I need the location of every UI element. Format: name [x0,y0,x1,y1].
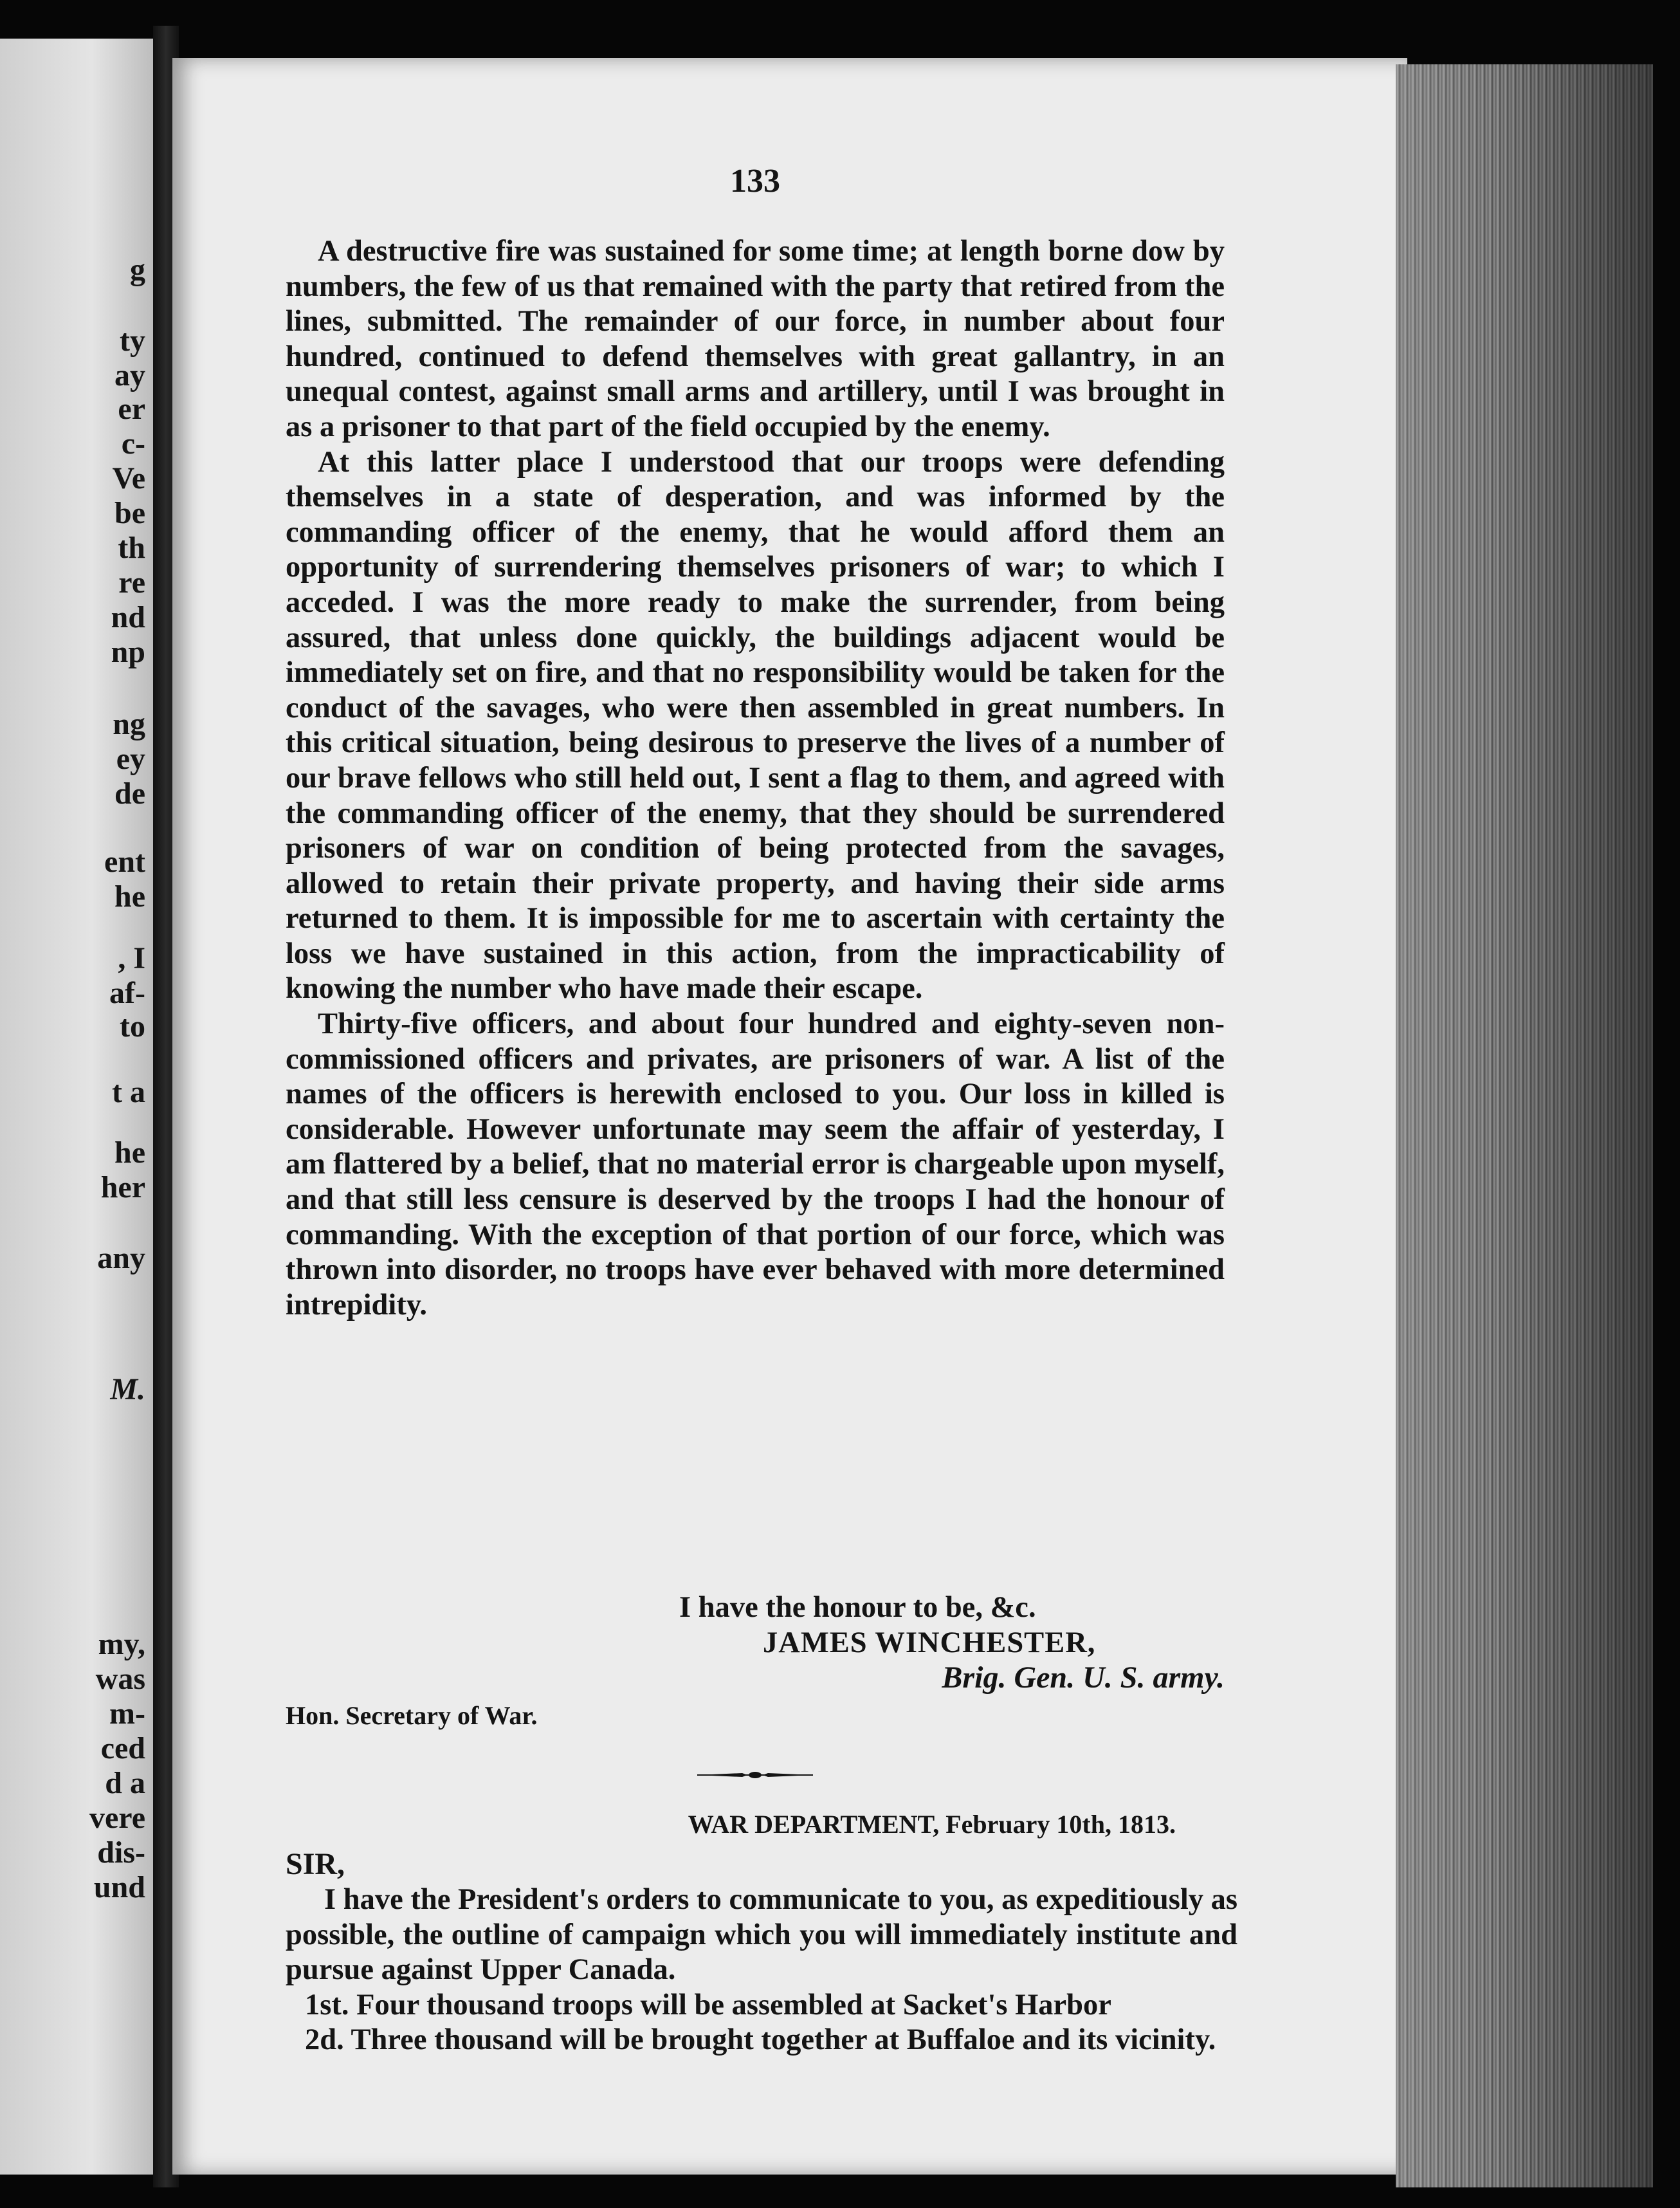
fragment-line: be [114,496,145,530]
fragment-line: und [93,1870,145,1904]
fragment-line: af- [109,976,145,1010]
signature-name: JAMES WINCHESTER, [763,1626,1096,1659]
signature-rank: Brig. Gen. U. S. army. [942,1661,1225,1695]
fragment-line: np [111,635,145,669]
letter-paragraph: I have the President's orders to communicate to you, as expeditiously as possible, the outline of campaign which you will immediately institute and pursue against Upper Canada. [286,1883,1237,1987]
letter-paragraph: 1st. Four thousand troops will be assembled at Sacket's Harbor [305,1988,1111,2021]
fragment-line: he [114,1136,145,1170]
fragment-line: d a [105,1766,145,1800]
fragment-line: to [120,1009,145,1044]
fragment-line: re [118,566,145,600]
ornamental-divider [697,1771,813,1780]
signature-block [286,1590,1225,1733]
fragment-line: ey [116,742,145,776]
fragment-line: m- [109,1697,145,1731]
signature-addressee: Hon. Secretary of War. [286,1700,538,1730]
fragment-line: ced [100,1731,145,1765]
letter-body [286,1882,1237,2058]
fragment-line: M. [110,1372,145,1406]
fragment-line: was [95,1662,145,1696]
paragraph: Thirty-five officers, and about four hundred and eighty-seven non-commissioned officers and privates, are prisoners of war. A list of the names of the officers is herewith enclosed to you. Our loss in killed is considerable. However unfortunate may seem the affair of yesterday, I am flattered by a belief, that no material error is chargeable upon myself, and that still less censure is deserved by the troops I had the honour of commanding. With the exception of that portion of our force, which was thrown into disorder, no troops have ever behaved with more determined intrepidity. [286,1007,1225,1321]
page-number: 133 [730,163,780,199]
fragment-line: ng [113,707,145,741]
fragment-line: th [118,531,145,565]
facing-page-text [0,39,153,2175]
letter-salutation: SIR, [286,1847,345,1881]
fragment-line: nd [111,600,145,634]
facing-page-fragment [0,39,153,2175]
fragment-line: t a [112,1075,145,1109]
letter-paragraph: 2d. Three thousand will be brought together at Buffaloe and its vicinity. [305,2023,1216,2057]
fragment-line: , I [118,941,145,975]
fragment-line: er [118,392,145,426]
report-body [286,234,1225,1323]
fragment-line: her [100,1170,145,1204]
signature-closing: I have the honour to be, &c. [679,1591,1036,1624]
fragment-line: ent [104,845,145,879]
fragment-line: vere [89,1801,145,1835]
fragment-line: he [114,879,145,914]
fragment-line: any [97,1241,145,1275]
paragraph: A destructive fire was sustained for some time; at length borne dow by numbers, the few of us that remained with the party that retired from the lines, submitted. The remainder of our force, in number about four hundred, continued to defend themselves with great gallantry, in an unequal contest, against small arms and artillery, until I was brought in as a prisoner to that part of the field occupied by the enemy. [286,235,1225,443]
letter-dateline: WAR DEPARTMENT, February 10th, 1813. [688,1810,1176,1839]
page-edges-shade [1396,64,1653,2187]
fragment-line: dis- [97,1835,145,1870]
fragment-line: de [114,777,145,811]
fragment-line: g [130,253,145,287]
fragment-line: Ve [112,461,145,495]
fragment-line: my, [98,1627,145,1661]
fragment-line: ty [120,324,145,358]
fragment-line: c- [121,427,145,461]
fragment-line: ay [114,358,145,392]
paragraph: At this latter place I understood that our troops were defending themselves in a state of desperation, and was informed by the commanding officer of the enemy, that he would afford them an opportunity of surrendering themselves prisoners of war; to which I acceded. I was the more ready to make the surrender, from being assured, that unless done quickly, the buildings adjacent would be immediately set on fire, and that no responsibility would be taken for the conduct of the savages, who were then assembled in great numbers. In this critical situation, being desirous to preserve the lives of a number of our brave fellows who still held out, I sent a flag to them, and agreed with the commanding officer of the enemy, that they should be surrendered prisoners of war on condition of being protected from the savages, allowed to retain their private property, and having their side arms returned to them. It is impossible for me to ascertain with certainty the loss we have sustained in this action, from the impracticability of knowing the number who have made their escape. [286,445,1225,1006]
